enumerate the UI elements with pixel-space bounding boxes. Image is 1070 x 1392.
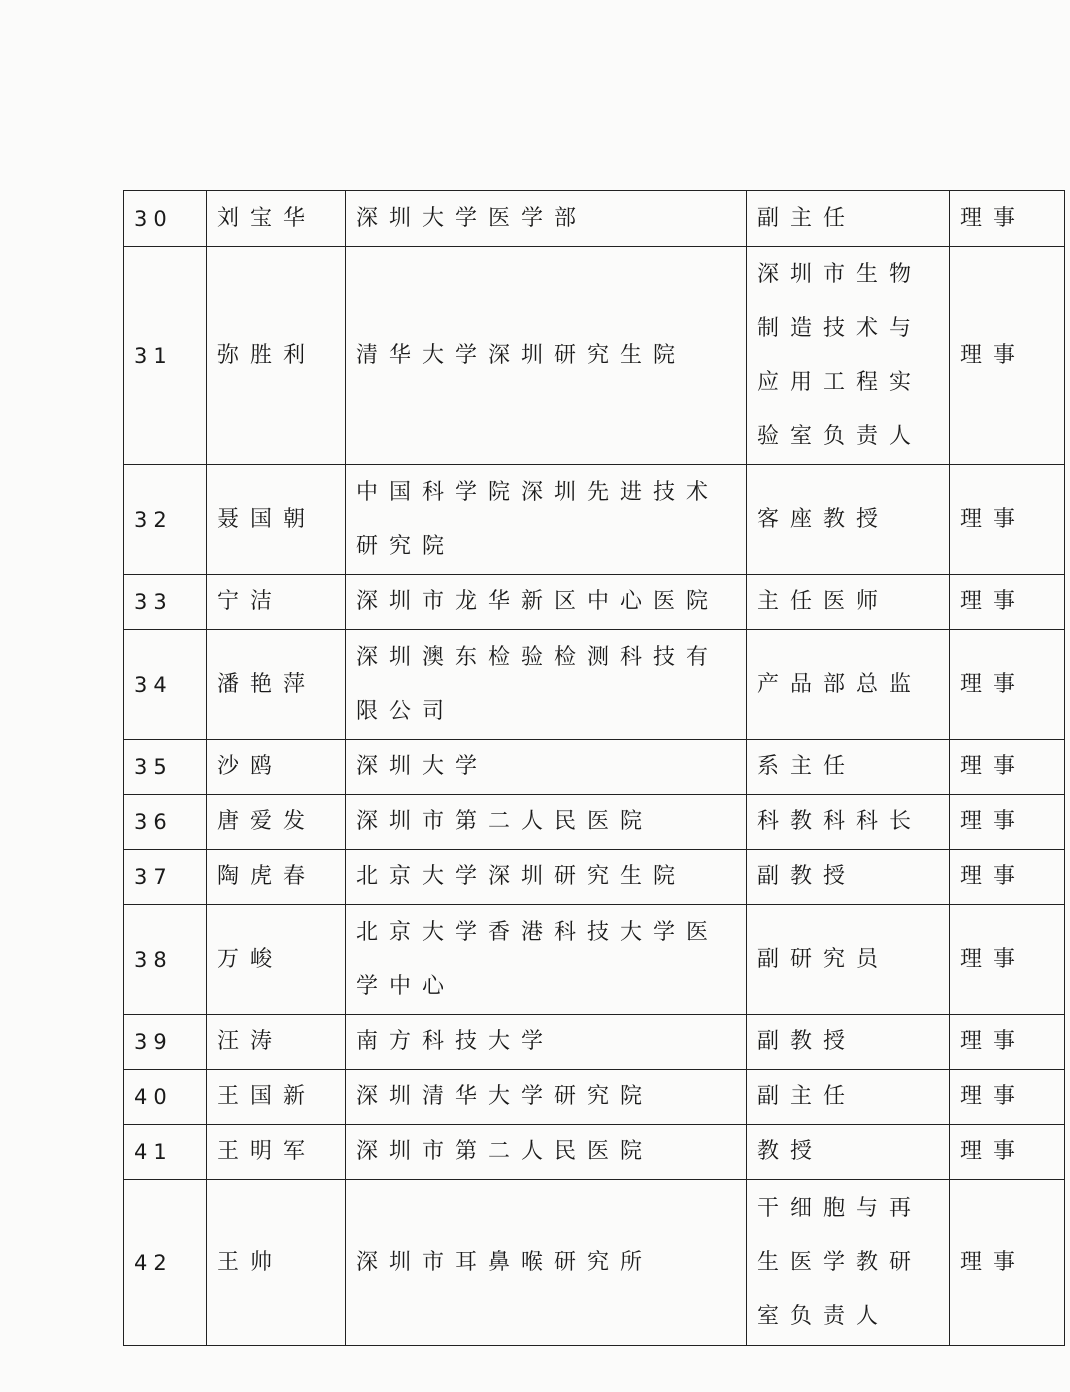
member-name: 陶虎春 bbox=[207, 850, 346, 905]
table-row bbox=[124, 247, 1065, 465]
row-number: 32 bbox=[124, 465, 207, 575]
member-organization: 清华大学深圳研究生院 bbox=[346, 247, 747, 465]
member-organization: 南方科技大学 bbox=[346, 1015, 747, 1070]
table-row bbox=[124, 191, 1065, 247]
row-number: 35 bbox=[124, 740, 207, 795]
row-number: 40 bbox=[124, 1070, 207, 1125]
member-title: 客座教授 bbox=[747, 465, 950, 575]
table-row bbox=[124, 1180, 1065, 1346]
member-title: 副主任 bbox=[747, 1070, 950, 1125]
member-title: 副教授 bbox=[747, 850, 950, 905]
member-role: 理事 bbox=[950, 630, 1065, 740]
member-name: 聂国朝 bbox=[207, 465, 346, 575]
member-organization: 北京大学深圳研究生院 bbox=[346, 850, 747, 905]
member-role: 理事 bbox=[950, 850, 1065, 905]
row-number: 39 bbox=[124, 1015, 207, 1070]
table-row bbox=[124, 1015, 1065, 1070]
member-table bbox=[123, 190, 1065, 1346]
member-name: 汪涛 bbox=[207, 1015, 346, 1070]
member-role: 理事 bbox=[950, 247, 1065, 465]
member-role: 理事 bbox=[950, 740, 1065, 795]
table-row bbox=[124, 575, 1065, 630]
row-number: 30 bbox=[124, 191, 207, 247]
member-organization: 深圳市龙华新区中心医院 bbox=[346, 575, 747, 630]
member-title: 科教科科长 bbox=[747, 795, 950, 850]
member-role: 理事 bbox=[950, 1015, 1065, 1070]
member-organization: 北京大学香港科技大学医学中心 bbox=[346, 905, 747, 1015]
member-table-body bbox=[124, 191, 1065, 1346]
row-number: 33 bbox=[124, 575, 207, 630]
member-name: 王明军 bbox=[207, 1125, 346, 1180]
member-title: 系主任 bbox=[747, 740, 950, 795]
member-name: 潘艳萍 bbox=[207, 630, 346, 740]
member-name: 王国新 bbox=[207, 1070, 346, 1125]
member-title: 副主任 bbox=[747, 191, 950, 247]
member-name: 沙鸥 bbox=[207, 740, 346, 795]
member-role: 理事 bbox=[950, 1070, 1065, 1125]
member-name: 宁洁 bbox=[207, 575, 346, 630]
table-row bbox=[124, 850, 1065, 905]
member-title: 干细胞与再生医学教研室负责人 bbox=[747, 1180, 950, 1346]
member-organization: 深圳市耳鼻喉研究所 bbox=[346, 1180, 747, 1346]
member-name: 弥胜利 bbox=[207, 247, 346, 465]
member-title: 主任医师 bbox=[747, 575, 950, 630]
member-title: 副研究员 bbox=[747, 905, 950, 1015]
member-organization: 深圳市第二人民医院 bbox=[346, 1125, 747, 1180]
table-row bbox=[124, 1070, 1065, 1125]
row-number: 42 bbox=[124, 1180, 207, 1346]
member-organization: 深圳澳东检验检测科技有限公司 bbox=[346, 630, 747, 740]
row-number: 34 bbox=[124, 630, 207, 740]
member-role: 理事 bbox=[950, 905, 1065, 1015]
row-number: 38 bbox=[124, 905, 207, 1015]
member-role: 理事 bbox=[950, 795, 1065, 850]
member-name: 王帅 bbox=[207, 1180, 346, 1346]
row-number: 36 bbox=[124, 795, 207, 850]
table-row bbox=[124, 465, 1065, 575]
member-title: 教授 bbox=[747, 1125, 950, 1180]
member-organization: 深圳市第二人民医院 bbox=[346, 795, 747, 850]
table-row bbox=[124, 740, 1065, 795]
row-number: 31 bbox=[124, 247, 207, 465]
member-title: 副教授 bbox=[747, 1015, 950, 1070]
member-name: 刘宝华 bbox=[207, 191, 346, 247]
member-title: 深圳市生物制造技术与应用工程实验室负责人 bbox=[747, 247, 950, 465]
member-name: 唐爱发 bbox=[207, 795, 346, 850]
row-number: 41 bbox=[124, 1125, 207, 1180]
member-role: 理事 bbox=[950, 1180, 1065, 1346]
row-number: 37 bbox=[124, 850, 207, 905]
table-row bbox=[124, 905, 1065, 1015]
member-role: 理事 bbox=[950, 575, 1065, 630]
table-row bbox=[124, 1125, 1065, 1180]
member-role: 理事 bbox=[950, 191, 1065, 247]
member-organization: 深圳大学 bbox=[346, 740, 747, 795]
member-role: 理事 bbox=[950, 465, 1065, 575]
table-row bbox=[124, 630, 1065, 740]
member-name: 万峻 bbox=[207, 905, 346, 1015]
member-organization: 中国科学院深圳先进技术研究院 bbox=[346, 465, 747, 575]
member-organization: 深圳清华大学研究院 bbox=[346, 1070, 747, 1125]
table-row bbox=[124, 795, 1065, 850]
member-role: 理事 bbox=[950, 1125, 1065, 1180]
member-organization: 深圳大学医学部 bbox=[346, 191, 747, 247]
member-title: 产品部总监 bbox=[747, 630, 950, 740]
